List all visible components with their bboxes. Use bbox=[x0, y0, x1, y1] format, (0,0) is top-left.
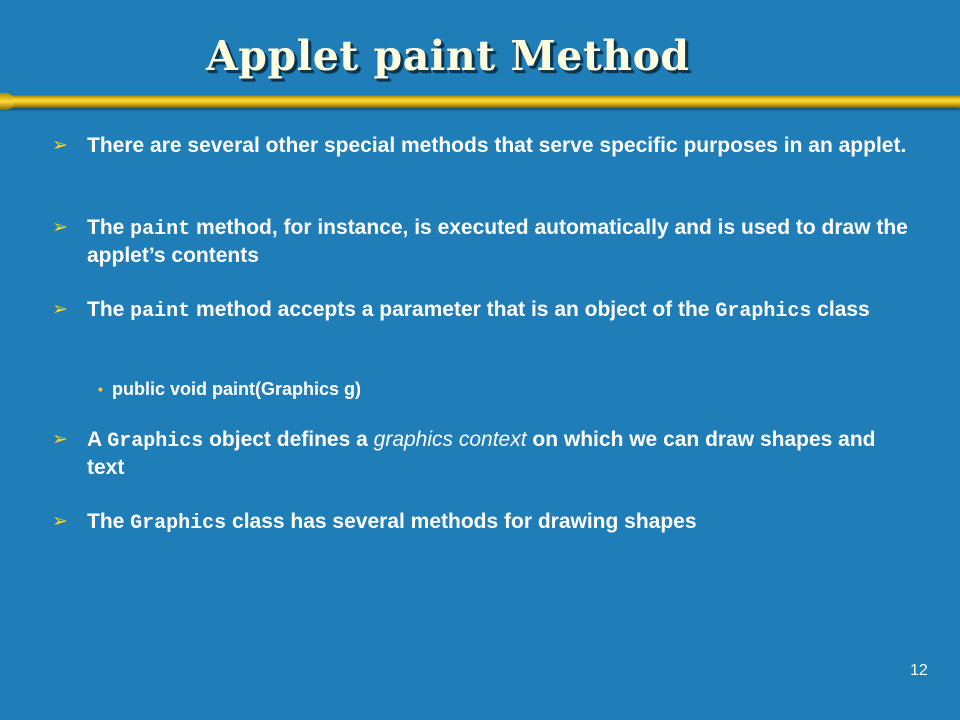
bullet-text-run: method accepts a parameter that is an object of the bbox=[190, 298, 716, 321]
title-underline-bar bbox=[0, 95, 960, 108]
bullet-text-run: A bbox=[87, 428, 108, 451]
bullet-text-run: There are several other special methods that serve specific purposes in an applet. bbox=[87, 134, 907, 157]
arrowhead-bullet-icon: ➢ bbox=[52, 135, 68, 156]
code-term: paint bbox=[130, 218, 191, 241]
slide-title: Applet paint Method bbox=[206, 32, 690, 80]
sub-bullet-text: public void paint(Graphics g) bbox=[112, 379, 362, 399]
bullet-text-run: class bbox=[811, 298, 870, 321]
bullet-text-run: class has several methods for drawing shapes bbox=[226, 510, 697, 533]
arrowhead-bullet-icon: ➢ bbox=[52, 511, 68, 532]
arrowhead-bullet-icon: ➢ bbox=[52, 429, 68, 450]
code-term: paint bbox=[130, 300, 191, 323]
bullet-text-run: method, for instance, is executed automatically and is used to draw the applet’s contents bbox=[87, 216, 908, 267]
bullet-text-2 bbox=[87, 215, 912, 269]
bullet-text-1 bbox=[87, 133, 912, 159]
bullet-text-run: The bbox=[87, 216, 131, 239]
code-term: Graphics bbox=[130, 512, 227, 535]
code-term: Graphics bbox=[715, 300, 812, 323]
arrowhead-bullet-icon: ➢ bbox=[52, 299, 68, 320]
page-number: 12 bbox=[910, 662, 928, 679]
sub-bullet-item bbox=[98, 377, 362, 401]
bullet-text-3 bbox=[87, 297, 912, 325]
code-term: Graphics bbox=[107, 430, 204, 453]
emphasis-term: graphics context bbox=[373, 428, 527, 451]
bullet-text-run: The bbox=[87, 298, 131, 321]
dot-bullet-icon: • bbox=[98, 381, 103, 397]
arrowhead-bullet-icon: ➢ bbox=[52, 217, 68, 238]
bullet-text-run: on which we can draw shapes and text bbox=[87, 428, 876, 479]
bullet-text-5 bbox=[87, 509, 912, 537]
bullet-text-4 bbox=[87, 427, 912, 481]
bullet-text-run: The bbox=[87, 510, 131, 533]
bullet-text-run: object defines a bbox=[203, 428, 374, 451]
